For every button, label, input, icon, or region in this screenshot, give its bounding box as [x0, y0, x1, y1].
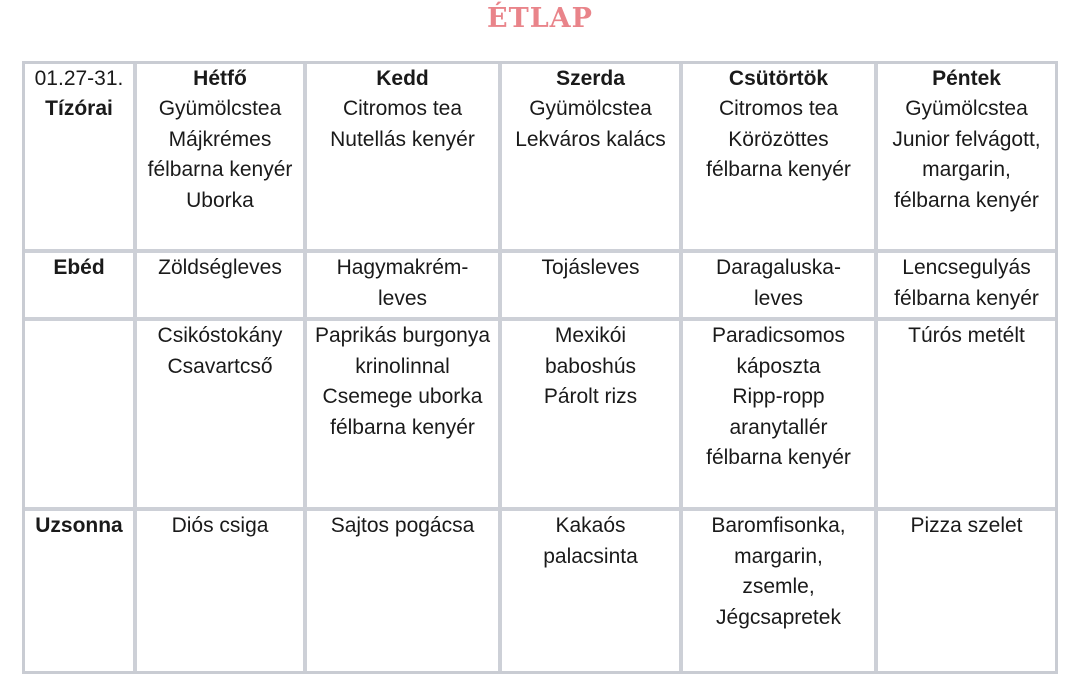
menu-item-line: Pizza szelet	[910, 514, 1023, 537]
menu-cell-friday	[878, 321, 1055, 511]
menu-cell-tuesday	[307, 94, 502, 253]
menu-cell-wednesday	[502, 94, 683, 253]
menu-item-line: káposzta	[736, 354, 821, 378]
row-ebed-main	[25, 321, 1055, 511]
menu-cell-thursday	[683, 253, 878, 321]
menu-cell-tuesday	[307, 321, 502, 511]
menu-cell-monday	[137, 94, 307, 253]
menu-item-line: krinolinnal	[355, 354, 450, 378]
menu-cell-tuesday	[307, 253, 502, 321]
menu-item-line: zsemle,	[742, 575, 815, 598]
day-header-wednesday: Szerda	[502, 64, 683, 94]
menu-item-line: Citromos tea	[342, 97, 463, 120]
menu-item-line: Hagymakrém-	[336, 256, 469, 279]
menu-item-line: Csemege uborka	[322, 385, 483, 408]
menu-item-line: Baromfisonka,	[711, 514, 846, 537]
menu-cell-monday	[137, 511, 307, 671]
menu-item-line: félbarna kenyér	[706, 158, 851, 181]
menu-item-line: Mexikói	[554, 324, 627, 347]
day-header-tuesday: Kedd	[307, 64, 502, 94]
menu-item-line: Gyümölcstea	[905, 97, 1028, 120]
menu-cell-wednesday	[502, 321, 683, 511]
menu-item-line: Lekváros kalács	[515, 127, 666, 151]
menu-item-line: leves	[377, 286, 428, 310]
menu-item-line: Párolt rizs	[543, 385, 638, 408]
menu-item-line: Paprikás burgonya	[314, 324, 491, 347]
menu-item-line: Kakaós	[555, 514, 626, 537]
row-ebed-soup	[25, 253, 1055, 321]
menu-item-line: Gyümölcstea	[529, 97, 652, 120]
menu-cell-monday	[137, 253, 307, 321]
meal-label: Uzsonna	[25, 511, 137, 671]
menu-item-line: Csikóstokány	[157, 324, 283, 347]
menu-item-line: Körözöttes	[728, 127, 829, 151]
menu-item-line: margarin,	[734, 544, 823, 568]
date-range: 01.27-31.	[25, 64, 137, 94]
menu-item-line: Junior felvágott,	[892, 127, 1041, 151]
menu-item-line: Jégcsapretek	[716, 605, 841, 629]
day-header-monday: Hétfő	[137, 64, 307, 94]
menu-item-line: félbarna kenyér	[894, 188, 1039, 212]
menu-item-line: Májkrémes	[168, 127, 272, 151]
menu-cell-thursday	[683, 321, 878, 511]
menu-cell-friday	[878, 511, 1055, 671]
menu-table	[22, 61, 1058, 674]
menu-item-line: Nutellás kenyér	[330, 127, 475, 151]
menu-cell-monday	[137, 321, 307, 511]
page-title: ÉTLAP	[487, 3, 593, 34]
menu-item-line: félbarna kenyér	[706, 446, 851, 469]
menu-cell-wednesday	[502, 511, 683, 671]
menu-item-line: Citromos tea	[718, 97, 839, 120]
menu-item-line: baboshús	[544, 354, 637, 378]
menu-item-line: Gyümölcstea	[158, 97, 282, 120]
menu-item-line: Paradicsomos	[711, 324, 846, 347]
menu-item-line: Túrós metélt	[908, 324, 1025, 347]
header-row	[25, 64, 1055, 94]
row-tizorai	[25, 94, 1055, 253]
menu-item-line: Csavartcső	[167, 354, 273, 378]
menu-cell-thursday	[683, 511, 878, 671]
menu-cell-friday	[878, 94, 1055, 253]
menu-cell-tuesday	[307, 511, 502, 671]
menu-item-line: félbarna kenyér	[894, 286, 1039, 310]
menu-item-line: félbarna kenyér	[147, 158, 293, 181]
menu-item-line: Daragaluska-	[716, 256, 841, 279]
menu-cell-thursday	[683, 94, 878, 253]
day-header-thursday: Csütörtök	[683, 64, 878, 94]
menu-cell-friday	[878, 253, 1055, 321]
menu-item-line: margarin,	[922, 158, 1011, 181]
menu-item-line: Lencsegulyás	[902, 256, 1031, 279]
menu-item-line: Zöldségleves	[158, 256, 282, 279]
menu-item-line: Tojásleves	[541, 256, 640, 279]
menu-item-line: Diós csiga	[171, 514, 269, 537]
menu-item-line: leves	[753, 286, 804, 310]
menu-item-line: Sajtos pogácsa	[330, 514, 475, 537]
menu-item-line: aranytallér	[729, 415, 828, 439]
menu-item-line: félbarna kenyér	[330, 415, 475, 439]
menu-item-line: Ripp-ropp	[732, 385, 825, 408]
meal-label: Tízórai	[25, 94, 137, 253]
day-header-friday: Péntek	[932, 67, 1001, 90]
menu-item-line: palacsinta	[543, 544, 638, 568]
meal-label: Ebéd	[25, 253, 137, 321]
meal-label	[25, 321, 137, 511]
menu-cell-wednesday	[502, 253, 683, 321]
row-uzsonna	[25, 511, 1055, 671]
menu-item-line: Uborka	[186, 188, 254, 212]
